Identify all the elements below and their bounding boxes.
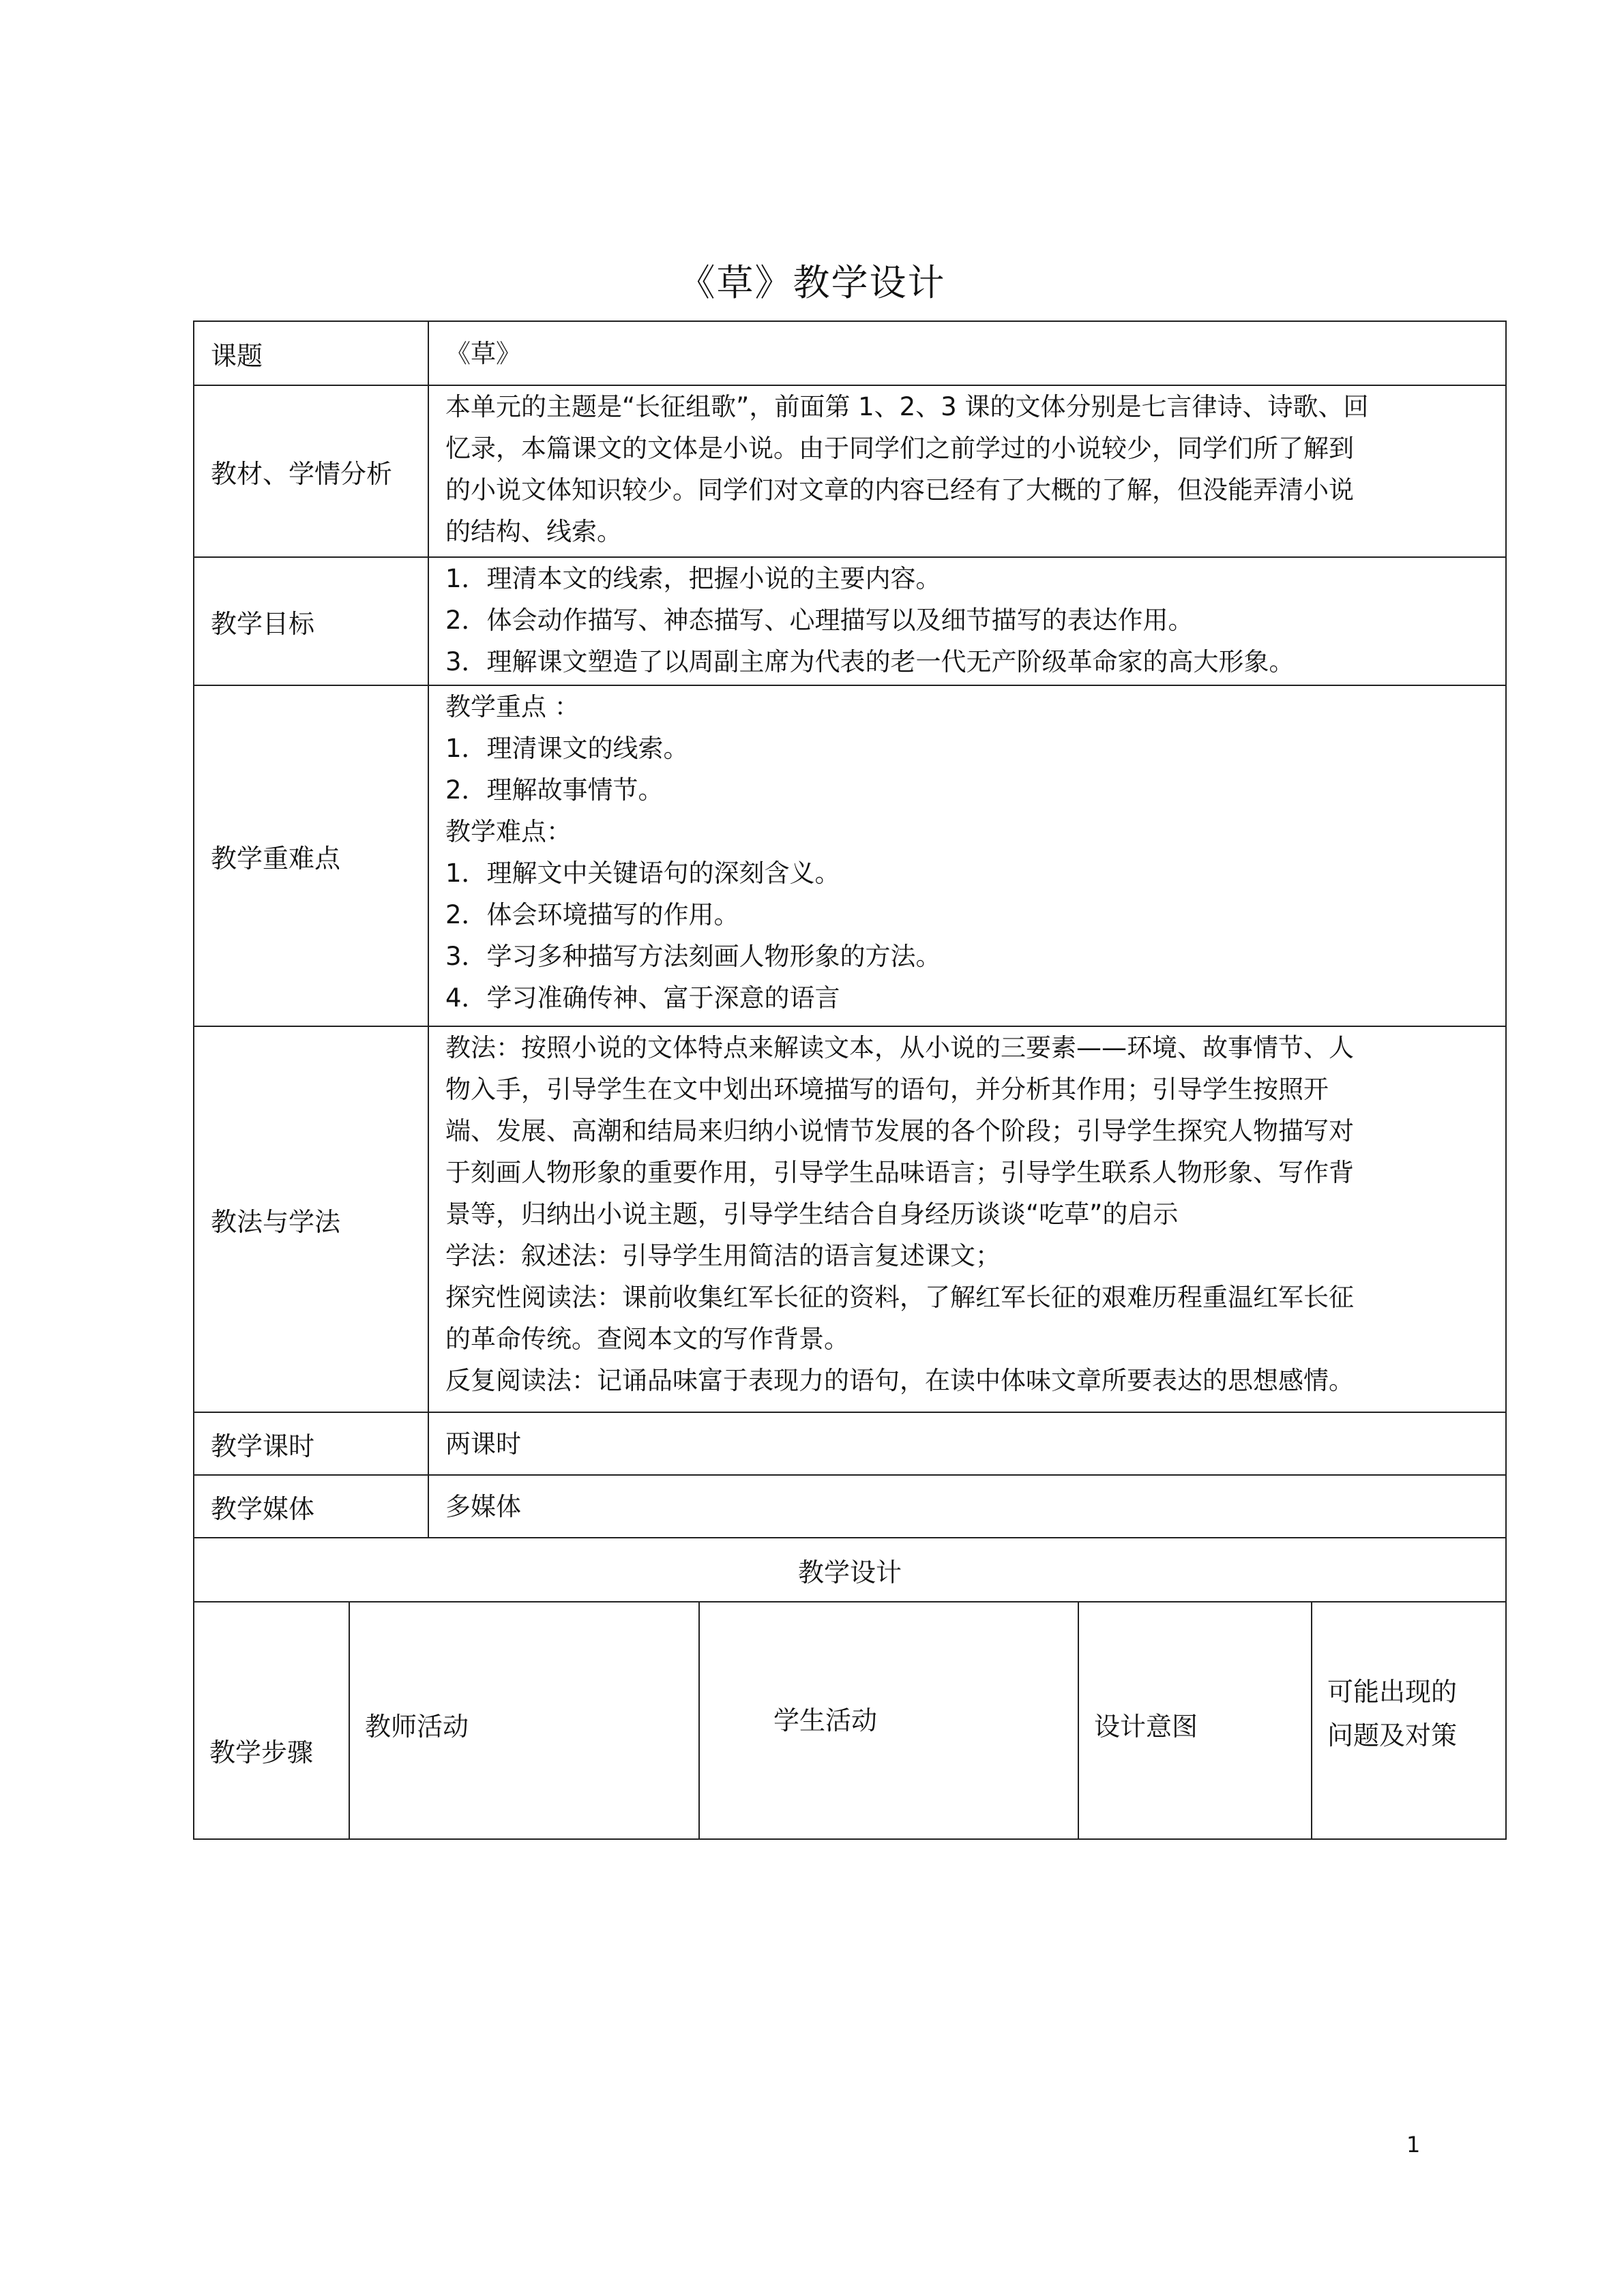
methods-line: 于刻画人物形象的重要作用，引导学生品味语言；引导学生联系人物形象、写作背 — [445, 1158, 1354, 1187]
hours-label: 教学课时 — [211, 1431, 315, 1461]
methods-text — [429, 1027, 1507, 1401]
column-issues — [1312, 1602, 1505, 1838]
analysis-line: 的结构、线索。 — [445, 517, 622, 546]
goal-item: 2．体会动作描写、神态描写、心理描写以及细节描写的表达作用。 — [445, 606, 1194, 635]
key-point-line: 1．理解文中关键语句的深刻含义。 — [445, 859, 840, 888]
methods-label: 教法与学法 — [211, 1206, 341, 1237]
goals-label: 教学目标 — [211, 608, 315, 639]
design-heading: 教学设计 — [797, 1557, 902, 1587]
goal-item: 3．理解课文塑造了以周副主席为代表的老一代无产阶级革命家的高大形象。 — [445, 647, 1295, 676]
column-issues-line: 可能出现的 — [1327, 1677, 1458, 1707]
media-value: 多媒体 — [445, 1491, 521, 1521]
document-title: 《草》教学设计 — [678, 261, 946, 304]
column-student: 学生活动 — [773, 1705, 878, 1735]
topic-label: 课题 — [211, 340, 263, 371]
key-point-line: 教学难点： — [445, 817, 572, 846]
column-step: 教学步骤 — [209, 1737, 314, 1768]
analysis-text — [429, 386, 1507, 552]
methods-line: 景等，归纳出小说主题，引导学生结合自身经历谈谈“吃草”的启示 — [445, 1199, 1179, 1229]
page-number: 1 — [1406, 2132, 1421, 2158]
key-point-line: 1．理清课文的线索。 — [445, 734, 689, 763]
methods-line: 学法：叙述法：引导学生用简洁的语言复述课文； — [445, 1241, 1001, 1270]
key-point-line: 教学重点 ： — [445, 692, 580, 721]
key-point-line: 4．学习准确传神、富于深意的语言 — [445, 983, 840, 1013]
goals-list — [429, 558, 1507, 683]
methods-line: 的革命传统。查阅本文的写作背景。 — [445, 1324, 849, 1354]
column-issues-line: 问题及对策 — [1327, 1720, 1458, 1750]
media-label: 教学媒体 — [211, 1493, 315, 1524]
methods-line: 探究性阅读法：课前收集红军长征的资料，了解红军长征的艰难历程重温红军长征 — [445, 1283, 1354, 1312]
key-points-list — [429, 686, 1507, 1019]
analysis-line: 忆录，本篇课文的文体是小说。由于同学们之前学过的小说较少，同学们所了解到 — [445, 434, 1354, 463]
analysis-line: 本单元的主题是“长征组歌”，前面第 1、2、3 课的文体分别是七言律诗、诗歌、回 — [445, 392, 1369, 421]
methods-line: 教法：按照小说的文体特点来解读文本，从小说的三要素——环境、故事情节、人 — [445, 1033, 1354, 1062]
key-point-line: 2．体会环境描写的作用。 — [445, 900, 739, 929]
key-point-line: 2．理解故事情节。 — [445, 775, 664, 805]
methods-line: 物入手，引导学生在文中划出环境描写的语句，并分析其作用；引导学生按照开 — [445, 1075, 1329, 1104]
analysis-line: 的小说文体知识较少。同学们对文章的内容已经有了大概的了解，但没能弄清小说 — [445, 475, 1354, 505]
analysis-label: 教材、学情分析 — [211, 458, 393, 489]
topic-value: 《草》 — [445, 338, 521, 368]
key-points-label: 教学重难点 — [211, 843, 341, 874]
hours-value: 两课时 — [445, 1429, 521, 1459]
goal-item: 1．理清本文的线索，把握小说的主要内容。 — [445, 564, 941, 593]
column-intent: 设计意图 — [1094, 1711, 1198, 1742]
key-point-line: 3．学习多种描写方法刻画人物形象的方法。 — [445, 942, 941, 971]
column-teacher: 教师活动 — [365, 1711, 469, 1742]
methods-line: 反复阅读法：记诵品味富于表现力的语句，在读中体味文章所要表达的思想感情。 — [445, 1366, 1354, 1395]
methods-line: 端、发展、高潮和结局来归纳小说情节发展的各个阶段；引导学生探究人物描写对 — [445, 1116, 1354, 1146]
